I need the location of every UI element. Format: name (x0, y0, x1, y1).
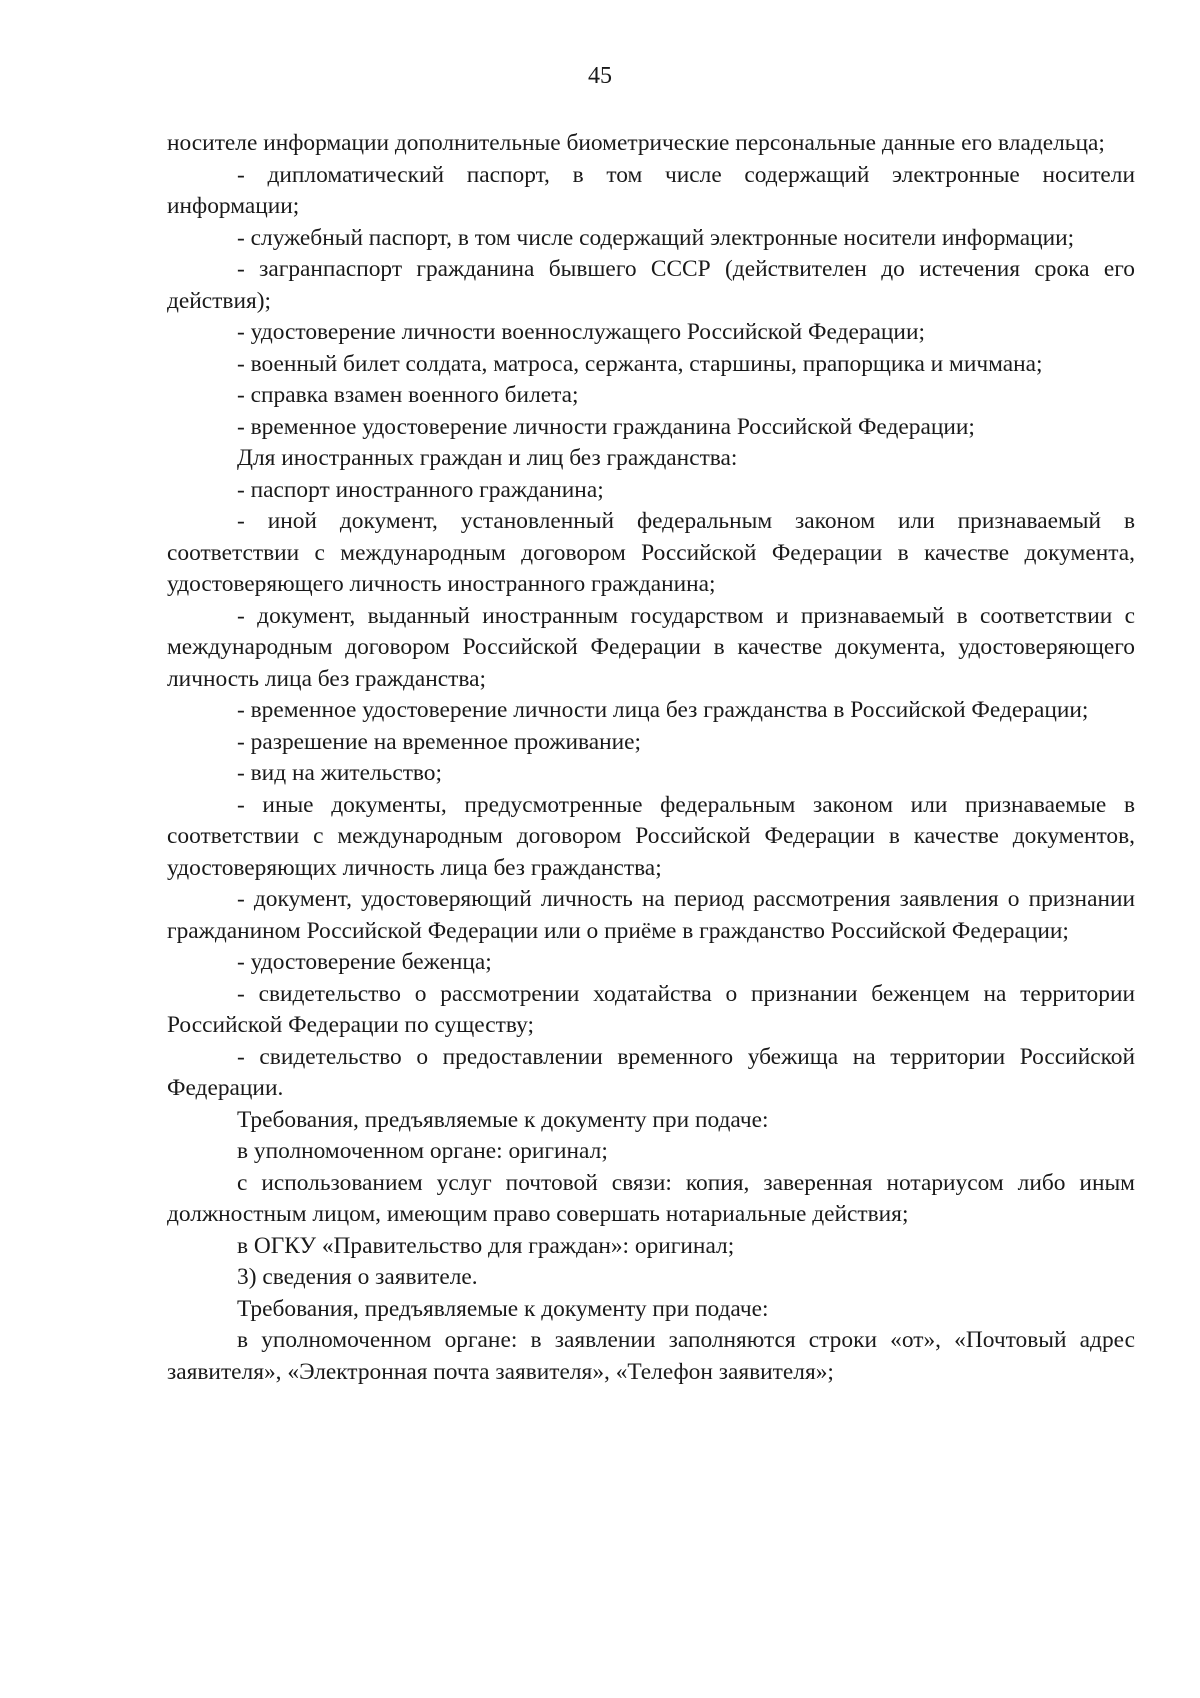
list-item: - свидетельство о предоставлении временного убежища на территории Российской Федерации. (167, 1043, 1135, 1101)
requirements-heading: Требования, предъявляемые к документу при подаче: (237, 1295, 769, 1322)
list-item: - иной документ, установленный федеральным законом или признаваемый в соответствии с международным договором Российской Федерации в качестве документа, удостоверяющего личность иностранного гражданина; (167, 508, 1135, 597)
list-item: - удостоверение беженца; (237, 949, 492, 975)
list-item: - документ, удостоверяющий личность на период рассмотрения заявления о признании гражданином Российской Федерации или о приёме в гражданство Российской Федерации; (167, 886, 1135, 944)
list-item: - справка взамен военного билета; (237, 382, 579, 408)
list-item: - вид на жительство; (237, 760, 442, 786)
list-item: - документ, выданный иностранным государством и признаваемый в соответствии с международным договором Российской Федерации в качестве документа, удостоверяющего личность лица без гражданства; (167, 602, 1135, 692)
paragraph: носителе информации дополнительные биометрические персональные данные его владельца; (167, 130, 1105, 156)
list-item: - разрешение на временное проживание; (237, 728, 642, 755)
section-item: 3) сведения о заявителе. (237, 1264, 478, 1290)
requirement-item: в уполномоченном органе: оригинал; (237, 1138, 608, 1164)
page-number: 45 (588, 63, 612, 89)
list-item: - паспорт иностранного гражданина; (237, 476, 604, 503)
section-heading: Для иностранных граждан и лиц без гражданства: (237, 445, 738, 471)
list-item: - дипломатический паспорт, в том числе содержащий электронные носители информации; (167, 161, 1135, 219)
requirements-heading: Требования, предъявляемые к документу при подаче: (237, 1106, 769, 1133)
list-item: - временное удостоверение личности лица без гражданства в Российской Федерации; (237, 697, 1089, 723)
requirement-item: в уполномоченном органе: в заявлении заполняются строки «от», «Почтовый адрес заявителя», «Электронная почта заявителя», «Телефон заявителя»; (167, 1327, 1135, 1385)
requirement-item: с использованием услуг почтовой связи: копия, заверенная нотариусом либо иным должностным лицом, имеющим право совершать нотариальные действия; (167, 1169, 1135, 1227)
list-item: - удостоверение личности военнослужащего Российской Федерации; (237, 319, 925, 345)
document-body (167, 128, 1135, 1388)
list-item: - загранпаспорт гражданина бывшего СССР (действителен до истечения срока его действия); (167, 256, 1135, 314)
list-item: - военный билет солдата, матроса, сержанта, старшины, прапорщика и мичмана; (237, 350, 1043, 377)
list-item: - временное удостоверение личности гражданина Российской Федерации; (237, 413, 975, 440)
requirement-item: в ОГКУ «Правительство для граждан»: оригинал; (237, 1232, 735, 1259)
list-item: - служебный паспорт, в том числе содержащий электронные носители информации; (237, 224, 1075, 251)
list-item: - свидетельство о рассмотрении ходатайства о признании беженцем на территории Российской Федерации по существу; (167, 980, 1135, 1038)
list-item: - иные документы, предусмотренные федеральным законом или признаваемые в соответствии с международным договором Российской Федерации в качестве документов, удостоверяющих личность лица без гражданства; (167, 791, 1135, 881)
